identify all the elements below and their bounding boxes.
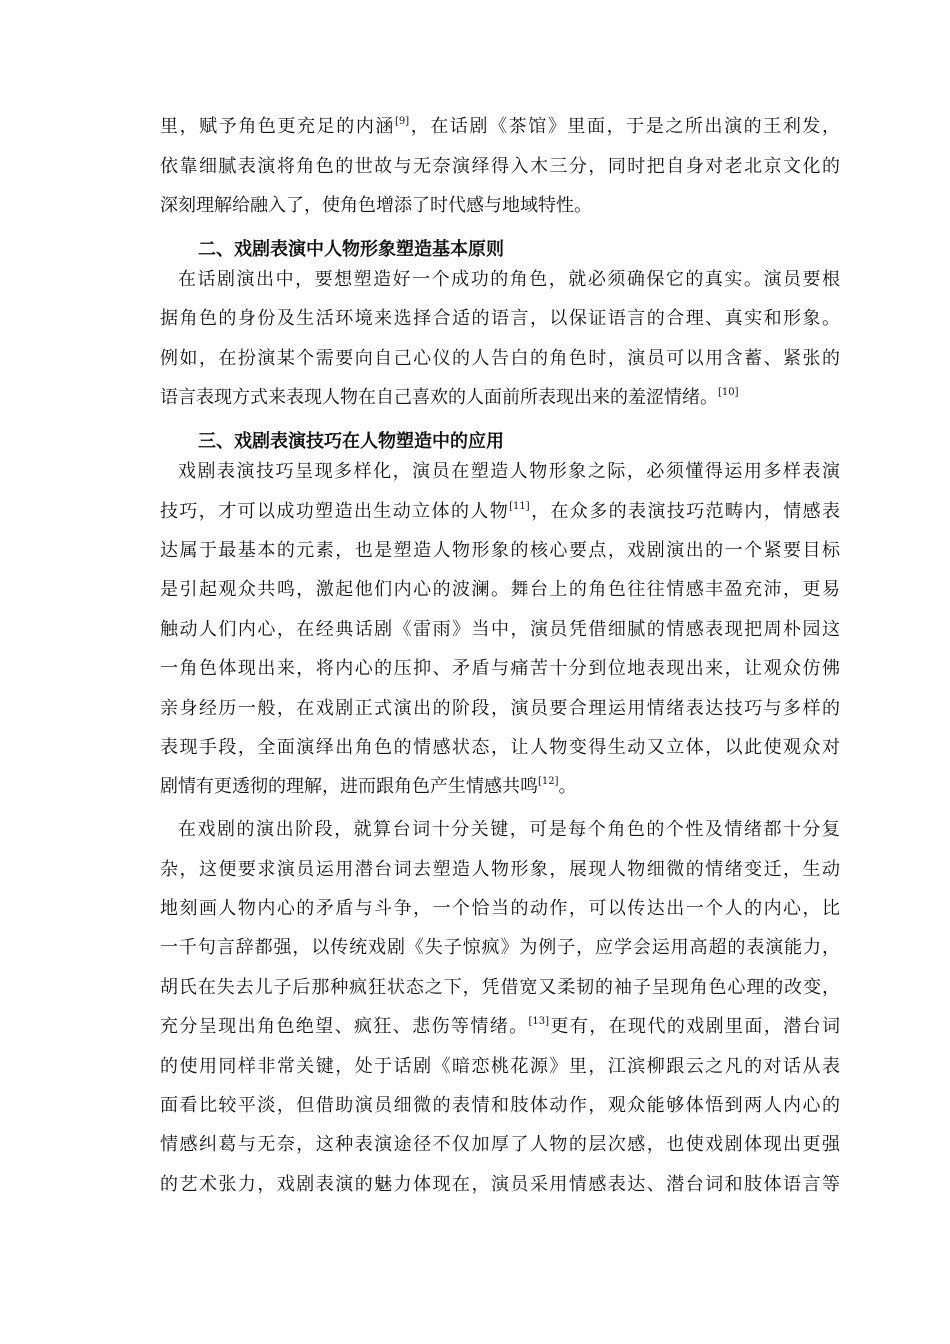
paragraph-line: 例如，在扮演某个需要向自己心仪的人告白的角色时，演员可以用含蓄、紧张的 <box>160 348 840 369</box>
paragraph-line: 是引起观众共鸣，激起他们内心的波澜。舞台上的角色往往情感丰盈充沛，更易 <box>160 579 840 600</box>
citation-ref: [10] <box>718 387 739 398</box>
citation-ref: [12] <box>538 776 559 787</box>
paragraph-line: 亲身经历一般，在戏剧正式演出的阶段，演员要合理运用情绪表达技巧与多样的 <box>160 698 840 719</box>
paragraph-line: 戏剧表演技巧呈现多样化，演员在塑造人物形象之际，必须懂得运用多样表演 <box>178 461 840 482</box>
paragraph-line: 胡氏在失去儿子后那种疯狂状态之下，凭借宽又柔韧的袖子呈现角色心理的改变， <box>160 977 840 998</box>
section-heading: 二、戏剧表演中人物形象塑造基本原则 <box>198 239 504 260</box>
paragraph-line: 情感纠葛与无奈，这种表演途径不仅加厚了人物的层次感，也使戏剧体现出更强 <box>160 1134 840 1155</box>
paragraph-line: 据角色的身份及生活环境来选择合适的语言，以保证语言的合理、真实和形象。 <box>160 308 840 329</box>
paragraph-line: 一千句言辞都强，以传统戏剧《失子惊疯》为例子，应学会运用高超的表演能力， <box>160 937 840 958</box>
paragraph-line: 表现手段，全面演绎出角色的情感状态，让人物变得生动又立体，以此使观众对 <box>160 737 840 758</box>
paragraph-line: 触动人们内心，在经典话剧《雷雨》当中，演员凭借细腻的情感表现把周朴园这 <box>160 619 840 640</box>
paragraph-line: 充分呈现出角色绝望、疯狂、悲伤等情绪。[13]更有，在现代的戏剧里面，潜台词 <box>160 1016 841 1037</box>
paragraph-line: 技巧，才可以成功塑造出生动立体的人物[11]，在众多的表演技巧范畴内，情感表 <box>160 501 841 522</box>
paragraph-line: 一角色体现出来，将内心的压抑、矛盾与痛苦十分到位地表现出来，让观众仿佛 <box>160 658 840 679</box>
paragraph-line: 剧情有更透彻的理解，进而跟角色产生情感共鸣[12]。 <box>160 776 577 797</box>
paragraph-line: 达属于最基本的元素，也是塑造人物形象的核心要点，戏剧演出的一个紧要目标 <box>160 540 840 561</box>
citation-ref: [9] <box>395 116 410 127</box>
paragraph-line: 面看比较平淡，但借助演员细微的表情和肢体动作，观众能够体悟到两人内心的 <box>160 1095 840 1116</box>
paragraph-line: 依靠细腻表演将角色的世故与无奈演绎得入木三分，同时把自身对老北京文化的 <box>160 156 840 177</box>
citation-ref: [11] <box>509 501 530 512</box>
section-heading: 三、戏剧表演技巧在人物塑造中的应用 <box>198 431 504 452</box>
paragraph-line: 在话剧演出中，要想塑造好一个成功的角色，就必须确保它的真实。演员要根 <box>178 269 840 290</box>
paragraph-line: 在戏剧的演出阶段，就算台词十分关键，可是每个角色的个性及情绪都十分复 <box>178 819 840 840</box>
paragraph-line: 的使用同样非常关键，处于话剧《暗恋桃花源》里，江滨柳跟云之凡的对话从表 <box>160 1056 840 1077</box>
paragraph-line: 的艺术张力，戏剧表演的魅力体现在，演员采用情感表达、潜台词和肢体语言等 <box>160 1174 840 1195</box>
paragraph-line: 深刻理解给融入了，使角色增添了时代感与地域特性。 <box>160 195 592 216</box>
paragraph-line: 地刻画人物内心的矛盾与斗争，一个恰当的动作，可以传达出一个人的内心，比 <box>160 898 840 919</box>
citation-ref: [13] <box>528 1016 550 1027</box>
paragraph-line: 里，赋予角色更充足的内涵[9]，在话剧《茶馆》里面，于是之所出演的王利发， <box>160 116 840 137</box>
paragraph-line: 杂，这便要求演员运用潜台词去塑造人物形象，展现人物细微的情绪变迁，生动 <box>160 859 840 880</box>
paragraph-line: 语言表现方式来表现人物在自己喜欢的人面前所表现出来的羞涩情绪。[10] <box>160 387 739 408</box>
